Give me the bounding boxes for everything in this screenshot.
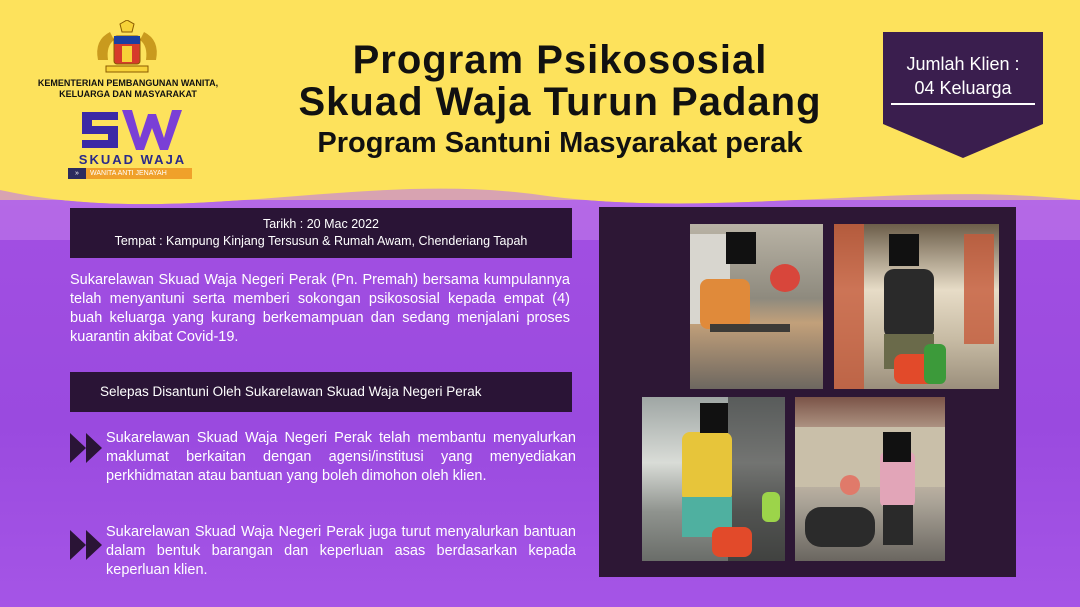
title-line-2: Skuad Waja Turun Padang — [298, 80, 822, 124]
title-line-3: Program Santuni Masyarakat perak — [317, 127, 803, 159]
bullet-item: Sukarelawan Skuad Waja Negeri Perak telah membantu menyalurkan maklumat berkaitan dengan agensi/institusi yang menyediakan perkhidmatan atau bantuan yang boleh dimohon oleh klien. — [106, 430, 576, 484]
logo-tagline-text: WANITA ANTI JENAYAH — [90, 170, 167, 177]
title-line-1: Program Psikososial — [352, 38, 768, 82]
photo-panel — [599, 207, 1016, 577]
client-count-label: Jumlah Klien : — [906, 54, 1020, 74]
event-details-bar — [70, 208, 572, 258]
summary-paragraph: Sukarelawan Skuad Waja Negeri Perak (Pn. Premah) bersama kumpulannya telah menyantuni serta memberi sokongan psikososial kepada empat (4) buah keluarga yang kurang berkemampuan dan sedang menjalani proses kuarantin akibat Covid-19. — [70, 272, 570, 345]
after-visit-heading-bar — [70, 372, 572, 412]
photo-3 — [642, 397, 785, 561]
face-censor — [726, 232, 756, 264]
double-chevron-icon — [70, 530, 104, 560]
double-chevron-icon: » — [68, 168, 86, 179]
double-chevron-icon — [70, 433, 104, 463]
bullet-item: Sukarelawan Skuad Waja Negeri Perak juga turut menyalurkan bantuan dalam bentuk barangan dan keperluan asas berdasarkan kepada keperluan klien. — [106, 524, 576, 578]
event-place: Tempat : Kampung Kinjang Tersusun & Rumah Awam, Chenderiang Tapah — [114, 234, 528, 248]
event-date: Tarikh : 20 Mac 2022 — [262, 217, 380, 231]
after-visit-heading: Selepas Disantuni Oleh Sukarelawan Skuad Waja Negeri Perak — [100, 384, 482, 399]
skuad-waja-logo-icon — [78, 104, 188, 152]
photo-2 — [834, 224, 999, 389]
face-censor — [889, 234, 919, 266]
photo-4 — [795, 397, 945, 561]
photo-1 — [690, 224, 823, 389]
face-censor — [700, 403, 728, 433]
client-count-badge — [883, 32, 1043, 158]
government-crest-icon — [92, 20, 162, 76]
client-count-value: 04 Keluarga — [914, 78, 1012, 98]
ministry-name: KEMENTERIAN PEMBANGUNAN WANITA, KELUARGA DAN MASYARAKAT — [37, 78, 219, 99]
badge-underline — [891, 103, 1035, 105]
face-censor — [883, 432, 911, 462]
logo-tagline — [68, 168, 192, 179]
logo-name: SKUAD WAJA — [78, 152, 187, 167]
